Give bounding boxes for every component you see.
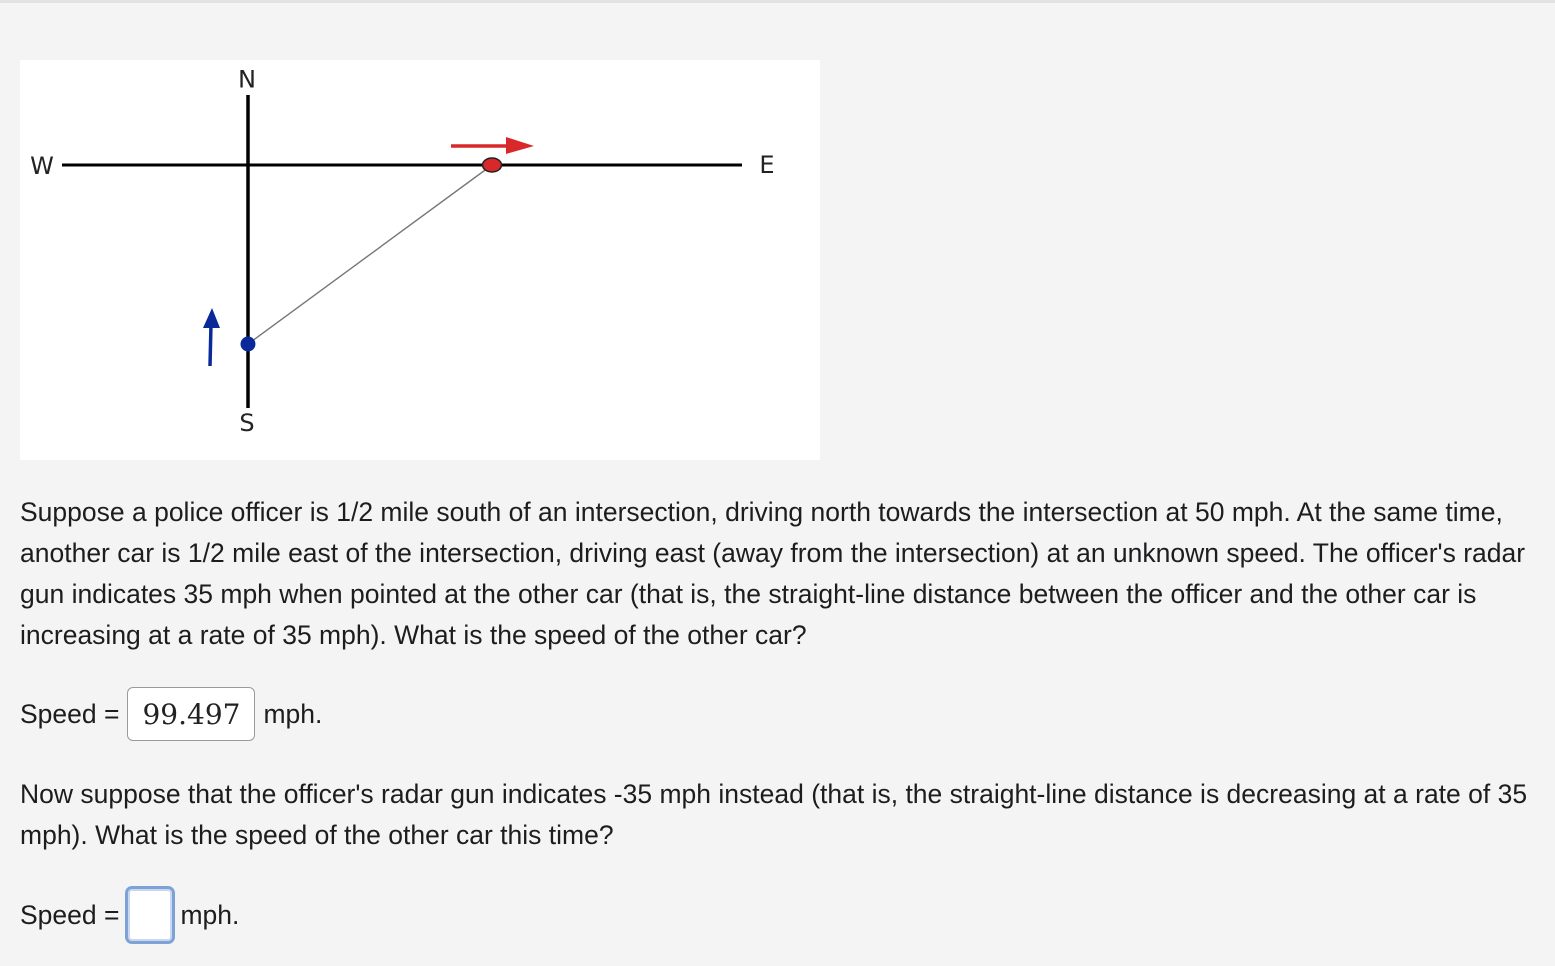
answer-row-2 bbox=[20, 886, 239, 944]
speed-label-1: Speed = bbox=[20, 698, 120, 729]
north-label: N bbox=[238, 64, 256, 92]
distance-line bbox=[248, 165, 492, 344]
question-2-text: Now suppose that the officer's radar gun indicates -35 mph instead (that is, the straight-line distance is decreasing at a rate of 35 mph). What is the speed of the other car this time? bbox=[20, 779, 1528, 850]
intersection-diagram-svg bbox=[20, 60, 820, 460]
top-border bbox=[0, 0, 1555, 3]
east-label: E bbox=[759, 151, 775, 179]
intersection-diagram bbox=[20, 60, 820, 460]
car-dot bbox=[483, 158, 502, 172]
question-1-text: Suppose a police officer is 1/2 mile south of an intersection, driving north towards the intersection at 50 mph. At the same time, another car is 1/2 mile east of the intersection, driving east (away from the intersection) at an unknown speed. The officer's radar gun indicates 35 mph when pointed at the other car (that is, the straight-line distance between the officer and the other car is increasing at a rate of 35 mph). What is the speed of the other car? bbox=[20, 497, 1526, 650]
officer-direction-arrow-icon bbox=[203, 308, 220, 366]
car-direction-arrow-icon bbox=[451, 137, 534, 154]
speed-answer-1[interactable]: 99.497 bbox=[127, 687, 255, 741]
unit-label-2: mph. bbox=[180, 899, 240, 930]
answer-row-1 bbox=[20, 687, 322, 741]
unit-label-1: mph. bbox=[263, 698, 323, 729]
west-label: W bbox=[30, 152, 54, 180]
speed-input-2[interactable] bbox=[125, 886, 175, 944]
officer-dot bbox=[241, 337, 256, 352]
south-label: S bbox=[239, 409, 255, 437]
speed-label-2: Speed = bbox=[20, 899, 120, 930]
